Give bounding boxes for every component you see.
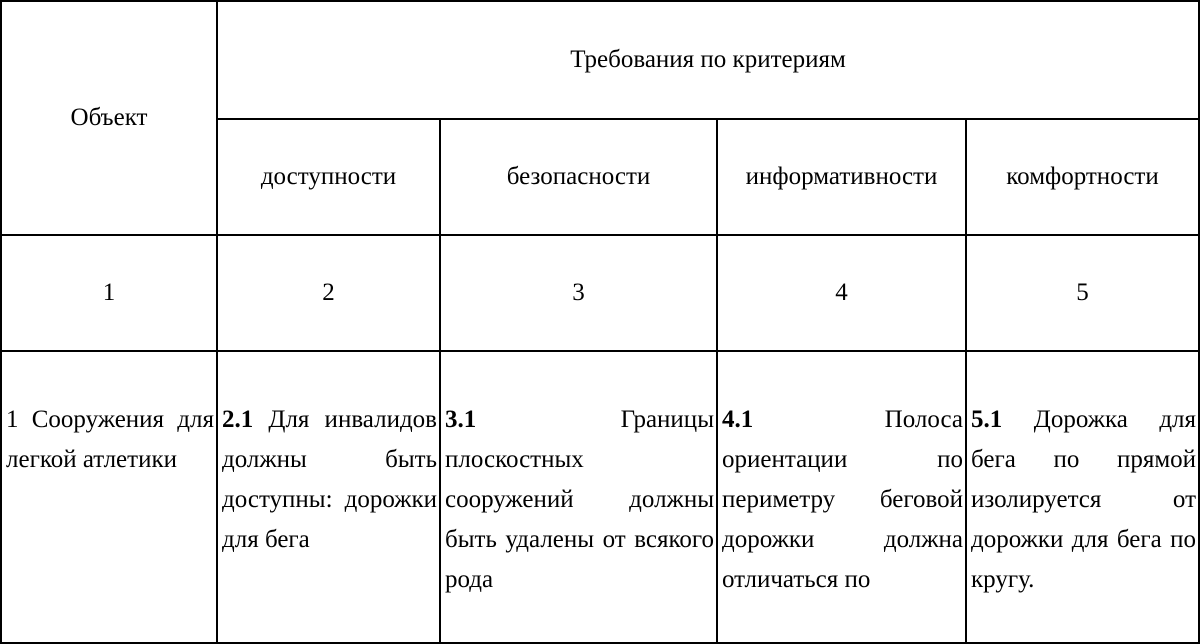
column-number-cell	[717, 235, 966, 351]
requirement-number: 4.1	[722, 406, 754, 433]
requirement-cell	[966, 351, 1199, 643]
requirement-body: Дорожка для бега по прямой изолируется от дорожки для бега по кругу.	[971, 406, 1197, 593]
requirement-body: Полоса ориентации по периметру беговой дорожки должна отличаться по	[722, 406, 963, 593]
criterion-comfort	[966, 119, 1199, 235]
criterion-accessibility	[217, 119, 440, 235]
object-header-cell	[1, 1, 217, 235]
column-number: 2	[322, 279, 335, 306]
criteria-header-cell	[217, 1, 1199, 119]
table-row	[1, 351, 1199, 643]
column-number: 3	[572, 279, 585, 306]
requirement-text	[441, 352, 716, 600]
object-name: 1 Сооружения для легкой атлетики	[6, 406, 214, 473]
requirement-text	[967, 352, 1198, 600]
column-number: 1	[102, 279, 116, 306]
criterion-label: информативности	[745, 163, 938, 190]
criterion-label: комфортности	[1006, 163, 1159, 190]
requirement-text	[718, 352, 965, 600]
criterion-safety	[440, 119, 717, 235]
requirement-number: 3.1	[445, 406, 477, 433]
column-number: 4	[835, 279, 848, 306]
column-number: 5	[1076, 279, 1089, 306]
criterion-label: доступности	[260, 163, 397, 190]
requirement-body: Для инвалидов должны быть доступны: дорожки для бега	[222, 406, 437, 553]
column-number-cell	[440, 235, 717, 351]
object-header: Объект	[70, 104, 148, 131]
criterion-informativeness	[717, 119, 966, 235]
column-number-cell	[217, 235, 440, 351]
column-number-cell	[966, 235, 1199, 351]
column-number-row	[1, 235, 1199, 351]
requirement-number: 5.1	[971, 406, 1003, 433]
requirement-cell	[440, 351, 717, 643]
header-row-top	[1, 1, 1199, 119]
requirement-cell	[717, 351, 966, 643]
criteria-header: Требования по критериям	[570, 46, 846, 73]
object-cell	[1, 351, 217, 643]
requirement-cell	[217, 351, 440, 643]
column-number-cell	[1, 235, 217, 351]
requirement-body: Границы плоскостных сооружений должны быть удалены от всякого рода	[445, 406, 714, 593]
criterion-label: безопасности	[506, 163, 651, 190]
requirement-number: 2.1	[222, 406, 254, 433]
requirement-text	[218, 352, 439, 560]
